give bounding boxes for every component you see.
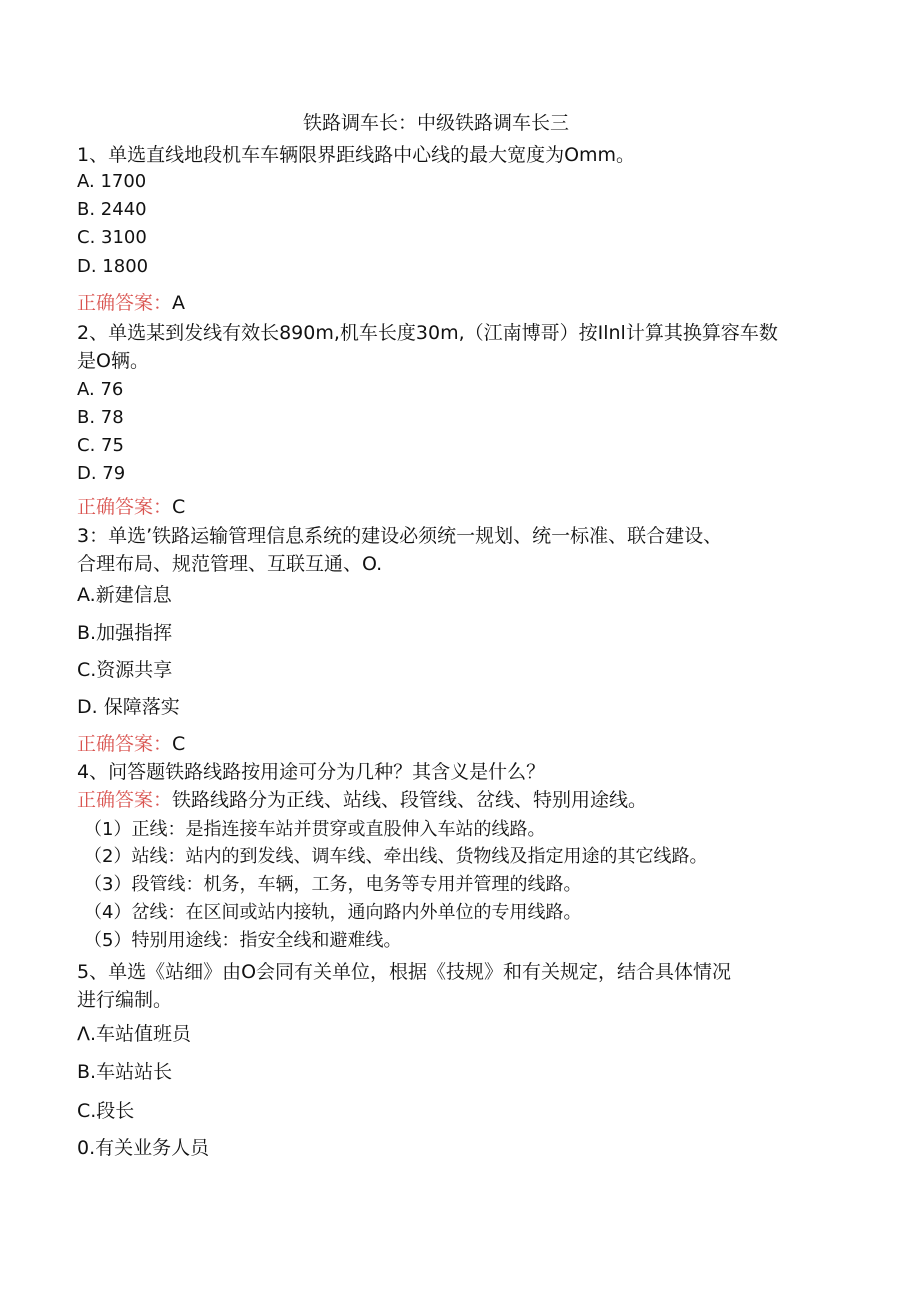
q1-option-b: B. 2440 — [77, 199, 147, 220]
answer-value: C — [172, 733, 186, 755]
q3-option-a: A.新建信息 — [77, 584, 172, 606]
question-3-line-1: 3：单选’铁路运输管理信息系统的建设必须统一规划、统一标准、联合建设、 — [77, 525, 723, 547]
q5-option-b: B.车站站长 — [77, 1061, 173, 1083]
q5-option-d: 0.有关业务人员 — [77, 1137, 210, 1159]
q4-detail-1: （1）正线：是指连接车站并贯穿或直股伸入车站的线路。 — [84, 819, 546, 840]
q2-answer — [77, 495, 185, 519]
answer-label: 正确答案： — [77, 789, 173, 811]
q3-option-d: D. 保障落实 — [77, 696, 180, 718]
q3-answer — [77, 732, 185, 756]
question-5-line-2: 进行编制。 — [77, 989, 173, 1011]
question-5-line-1: 5、单选《站细》由O会同有关单位，根据《技规》和有关规定，结合具体情况 — [77, 961, 732, 983]
q4-detail-3: （3）段管线：机务，车辆，工务，电务等专用并管理的线路。 — [84, 874, 582, 895]
answer-value: A — [172, 292, 186, 314]
q1-option-c: C. 3100 — [77, 227, 147, 248]
answer-label: 正确答案： — [77, 733, 173, 755]
q1-option-a: A. 1700 — [77, 171, 147, 192]
q3-option-c: C.资源共享 — [77, 659, 173, 681]
question-2-line-2: 是O辆。 — [77, 350, 149, 372]
question-4: 4、问答题铁路线路按用途可分为几种？其含义是什么？ — [77, 761, 546, 783]
q5-option-c: C.段长 — [77, 1100, 135, 1122]
q3-option-b: B.加强指挥 — [77, 622, 173, 644]
q4-detail-5: （5）特别用途线：指安全线和避难线。 — [84, 930, 402, 951]
q2-option-b: B. 78 — [77, 407, 124, 428]
q4-answer — [77, 788, 647, 812]
q4-detail-2: （2）站线：站内的到发线、调车线、牵出线、货物线及指定用途的其它线路。 — [84, 846, 708, 867]
question-2-line-1: 2、单选某到发线有效长890m,机车长度30m,（江南博哥）按Ilnl计算其换算容车数 — [77, 322, 778, 344]
q1-option-d: D. 1800 — [77, 256, 149, 277]
answer-label: 正确答案： — [77, 496, 173, 518]
question-1: 1、单选直线地段机车车辆限界距线路中心线的最大宽度为Omm。 — [77, 144, 636, 166]
q2-option-c: C. 75 — [77, 435, 124, 456]
answer-value: 铁路线路分为正线、站线、段管线、岔线、特别用途线。 — [172, 789, 648, 811]
q4-detail-4: （4）岔线：在区间或站内接轨，通向路内外单位的专用线路。 — [84, 902, 582, 923]
q5-option-a: Λ.车站值班员 — [77, 1023, 192, 1045]
page-title: 铁路调车长：中级铁路调车长三 — [303, 112, 570, 134]
q2-option-a: A. 76 — [77, 379, 124, 400]
q1-answer — [77, 291, 185, 315]
answer-label: 正确答案： — [77, 292, 173, 314]
answer-value: C — [172, 496, 186, 518]
q2-option-d: D. 79 — [77, 463, 126, 484]
question-3-line-2: 合理布局、规范管理、互联互通、O. — [77, 553, 383, 575]
